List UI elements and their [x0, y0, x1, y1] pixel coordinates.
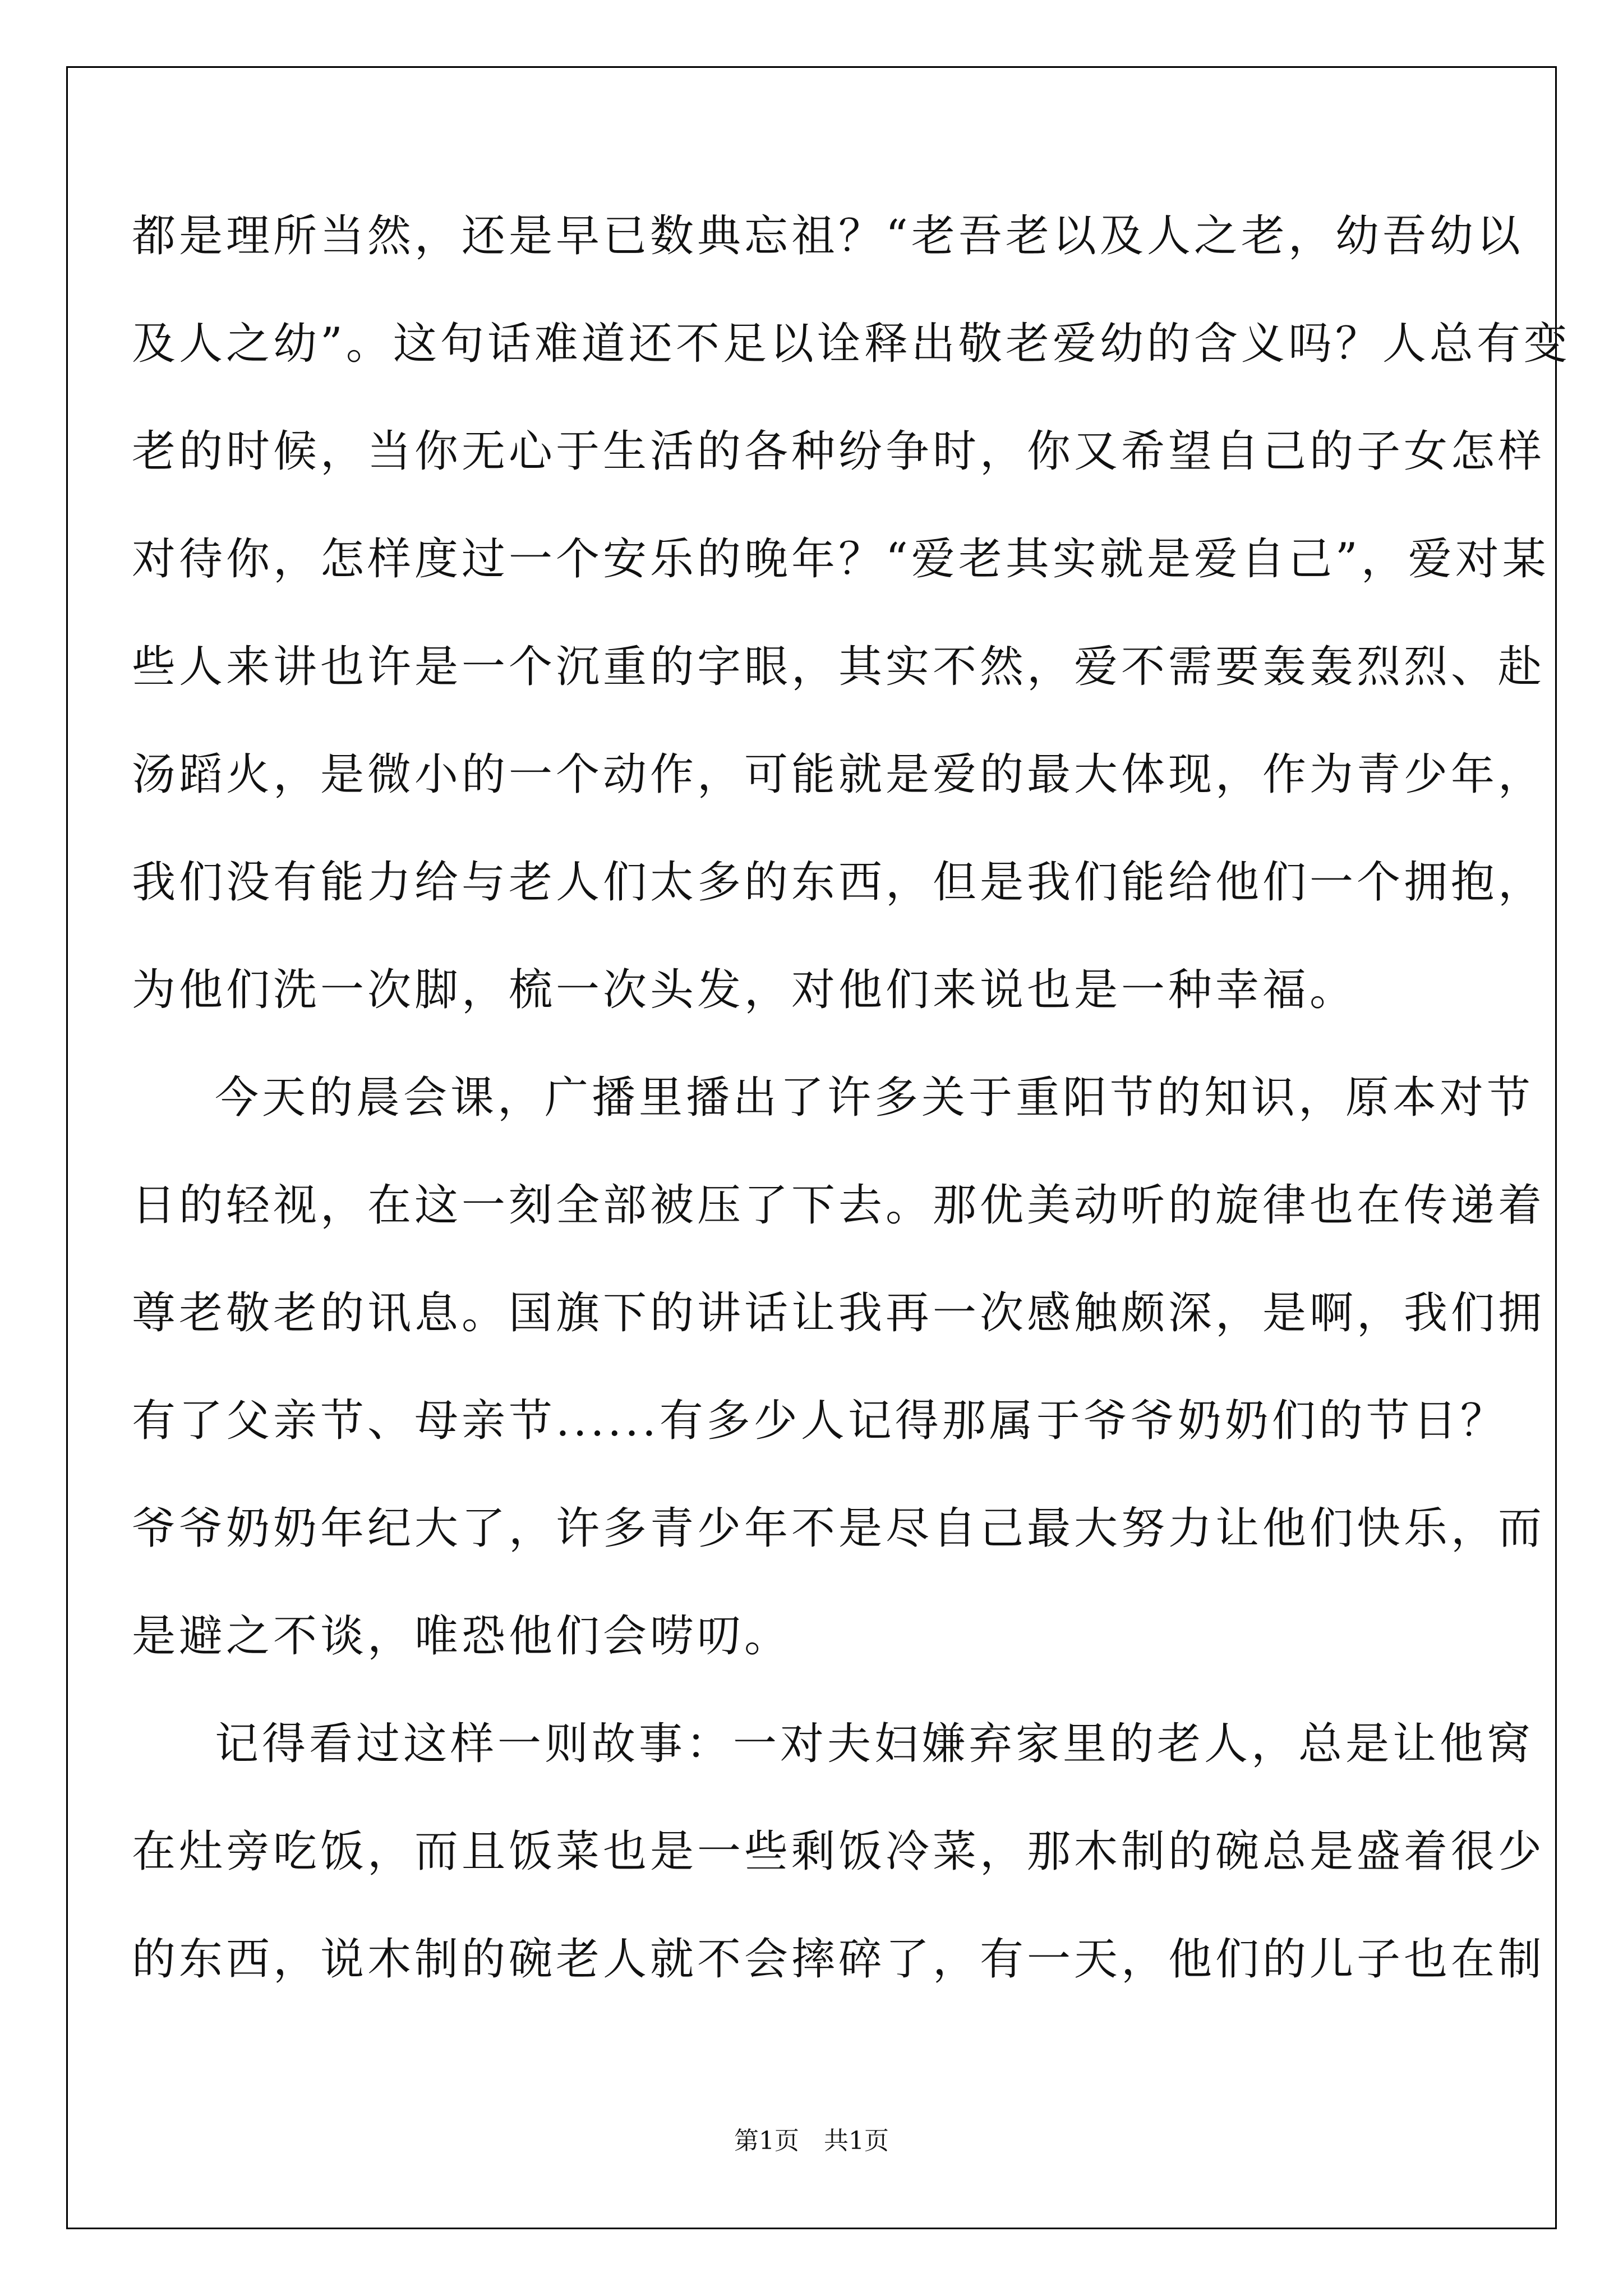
text-line: 是避之不谈，唯恐他们会唠叨。	[132, 1611, 792, 1662]
document-body	[132, 182, 1571, 2013]
text-line: 及人之幼”。这句话难道还不足以诠释出敬老爱幼的含义吗？人总有变	[132, 319, 1571, 369]
text-line: 为他们洗一次脚，梳一次头发，对他们来说也是一种幸福。	[132, 965, 1357, 1015]
paragraph-start-line: 记得看过这样一则故事：一对夫妇嫌弃家里的老人，总是让他窝	[215, 1719, 1534, 1769]
text-line: 尊老敬老的讯息。国旗下的讲话让我再一次感触颇深，是啊，我们拥	[132, 1288, 1546, 1338]
text-line: 汤蹈火，是微小的一个动作，可能就是爱的最大体现，作为青少年，	[132, 749, 1546, 800]
text-line: 爷爷奶奶年纪大了，许多青少年不是尽自己最大努力让他们快乐，而	[132, 1503, 1546, 1554]
text-line: 在灶旁吃饭，而且饭菜也是一些剩饭冷菜，那木制的碗总是盛着很少	[132, 1826, 1546, 1877]
page-number-footer: 第1页 共1页	[734, 2127, 889, 2155]
text-line: 有了父亲节、母亲节......有多少人记得那属于爷爷奶奶们的节日？	[132, 1396, 1507, 1446]
text-line: 些人来讲也许是一个沉重的字眼，其实不然，爱不需要轰轰烈烈、赴	[132, 642, 1546, 692]
text-line: 对待你，怎样度过一个安乐的晚年？“爱老其实就是爱自己”，爱对某	[132, 534, 1550, 585]
text-line: 老的时候，当你无心于生活的各种纷争时，你又希望自己的子女怎样	[132, 426, 1546, 477]
text-line: 我们没有能力给与老人们太多的东西，但是我们能给他们一个拥抱，	[132, 857, 1546, 908]
paragraph-start-line: 今天的晨会课，广播里播出了许多关于重阳节的知识，原本对节	[215, 1073, 1534, 1123]
text-line: 的东西，说木制的碗老人就不会摔碎了，有一天，他们的儿子也在制	[132, 1934, 1546, 1985]
text-line: 都是理所当然，还是早已数典忘祖？“老吾老以及人之老，幼吾幼以	[132, 211, 1524, 261]
text-line: 日的轻视，在这一刻全部被压了下去。那优美动听的旋律也在传递着	[132, 1180, 1546, 1231]
